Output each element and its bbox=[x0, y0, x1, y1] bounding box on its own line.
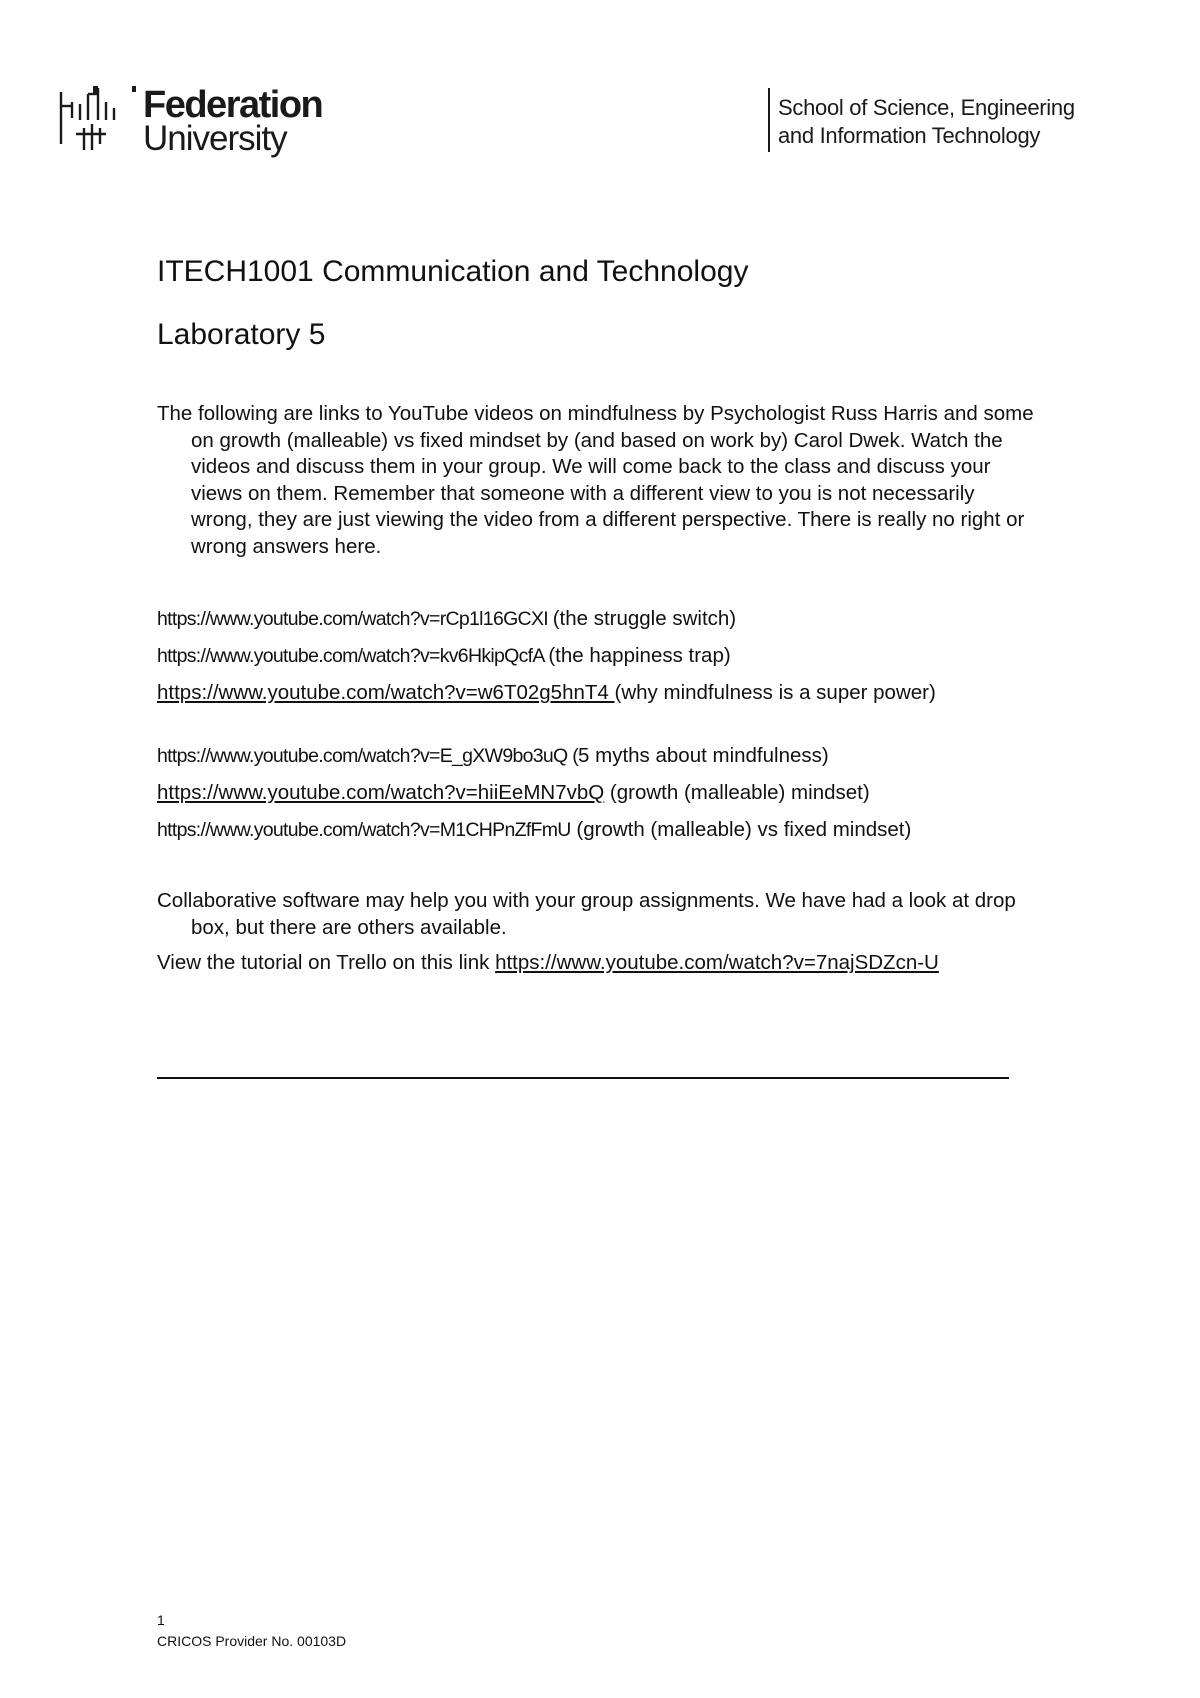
document-subtitle: Laboratory 5 bbox=[157, 318, 326, 351]
document-title: ITECH1001 Communication and Technology bbox=[157, 255, 749, 288]
link-description: (why mindfulness is a super power) bbox=[614, 681, 936, 704]
link-item bbox=[157, 643, 1041, 670]
link-item bbox=[157, 817, 1041, 844]
link-description: (growth (malleable) mindset) bbox=[604, 781, 870, 804]
link-url[interactable]: https://www.youtube.com/watch?v=rCp1l16GCXI bbox=[157, 608, 553, 630]
trello-link[interactable]: https://www.youtube.com/watch?v=7najSDZcn-U bbox=[495, 951, 939, 974]
intro-paragraph: The following are links to YouTube videos on mindfulness by Psychologist Russ Harris and some on growth (malleable) vs fixed mindset by (and based on work by) Carol Dwek. Watch the videos and discuss them in your group. We will come back to the class and discuss your views on them. Remember that someone with a different view to you is not necessarily wrong, they are just viewing the video from a different perspective. There is really no right or wrong answers here. bbox=[157, 402, 1034, 558]
link-url[interactable]: https://www.youtube.com/watch?v=w6T02g5hnT4 bbox=[157, 681, 615, 704]
logo-line-2: University bbox=[143, 119, 287, 158]
link-url[interactable]: https://www.youtube.com/watch?v=hiiEeMN7vbQ bbox=[157, 781, 605, 804]
horizontal-rule bbox=[157, 1077, 1009, 1079]
link-item bbox=[157, 680, 1041, 707]
link-description: (the happiness trap) bbox=[548, 644, 731, 667]
trello-prefix: View the tutorial on Trello on this link bbox=[157, 951, 496, 974]
page-number: 1 bbox=[157, 1612, 165, 1628]
cricos-notice: CRICOS Provider No. 00103D bbox=[157, 1633, 347, 1649]
trello-paragraph bbox=[157, 950, 1041, 977]
header-divider bbox=[768, 88, 770, 152]
link-url[interactable]: https://www.youtube.com/watch?v=kv6HkipQcfA bbox=[157, 645, 549, 667]
school-name-line-1: School of Science, Engineering bbox=[778, 95, 1075, 120]
link-url[interactable]: https://www.youtube.com/watch?v=M1CHPnZfFmU bbox=[157, 819, 571, 841]
school-name-line-2: and Information Technology bbox=[778, 123, 1041, 148]
logo-line-1: Federation bbox=[143, 84, 323, 126]
link-description: (the struggle switch) bbox=[552, 607, 737, 630]
link-url[interactable]: https://www.youtube.com/watch?v=E_gXW9bo3uQ ( bbox=[157, 745, 579, 767]
link-item bbox=[157, 780, 1041, 807]
federation-logo-text bbox=[143, 86, 322, 156]
link-item bbox=[157, 743, 1041, 770]
school-name bbox=[778, 94, 1075, 150]
collab-paragraph: Collaborative software may help you with your group assignments. We have had a look at drop box, but there are others available. bbox=[157, 889, 1016, 939]
link-description: (growth (malleable) vs fixed mindset) bbox=[570, 818, 912, 841]
federation-logo-mark-icon bbox=[58, 84, 138, 154]
link-description: 5 myths about mindfulness) bbox=[578, 744, 829, 767]
link-item bbox=[157, 606, 1041, 633]
